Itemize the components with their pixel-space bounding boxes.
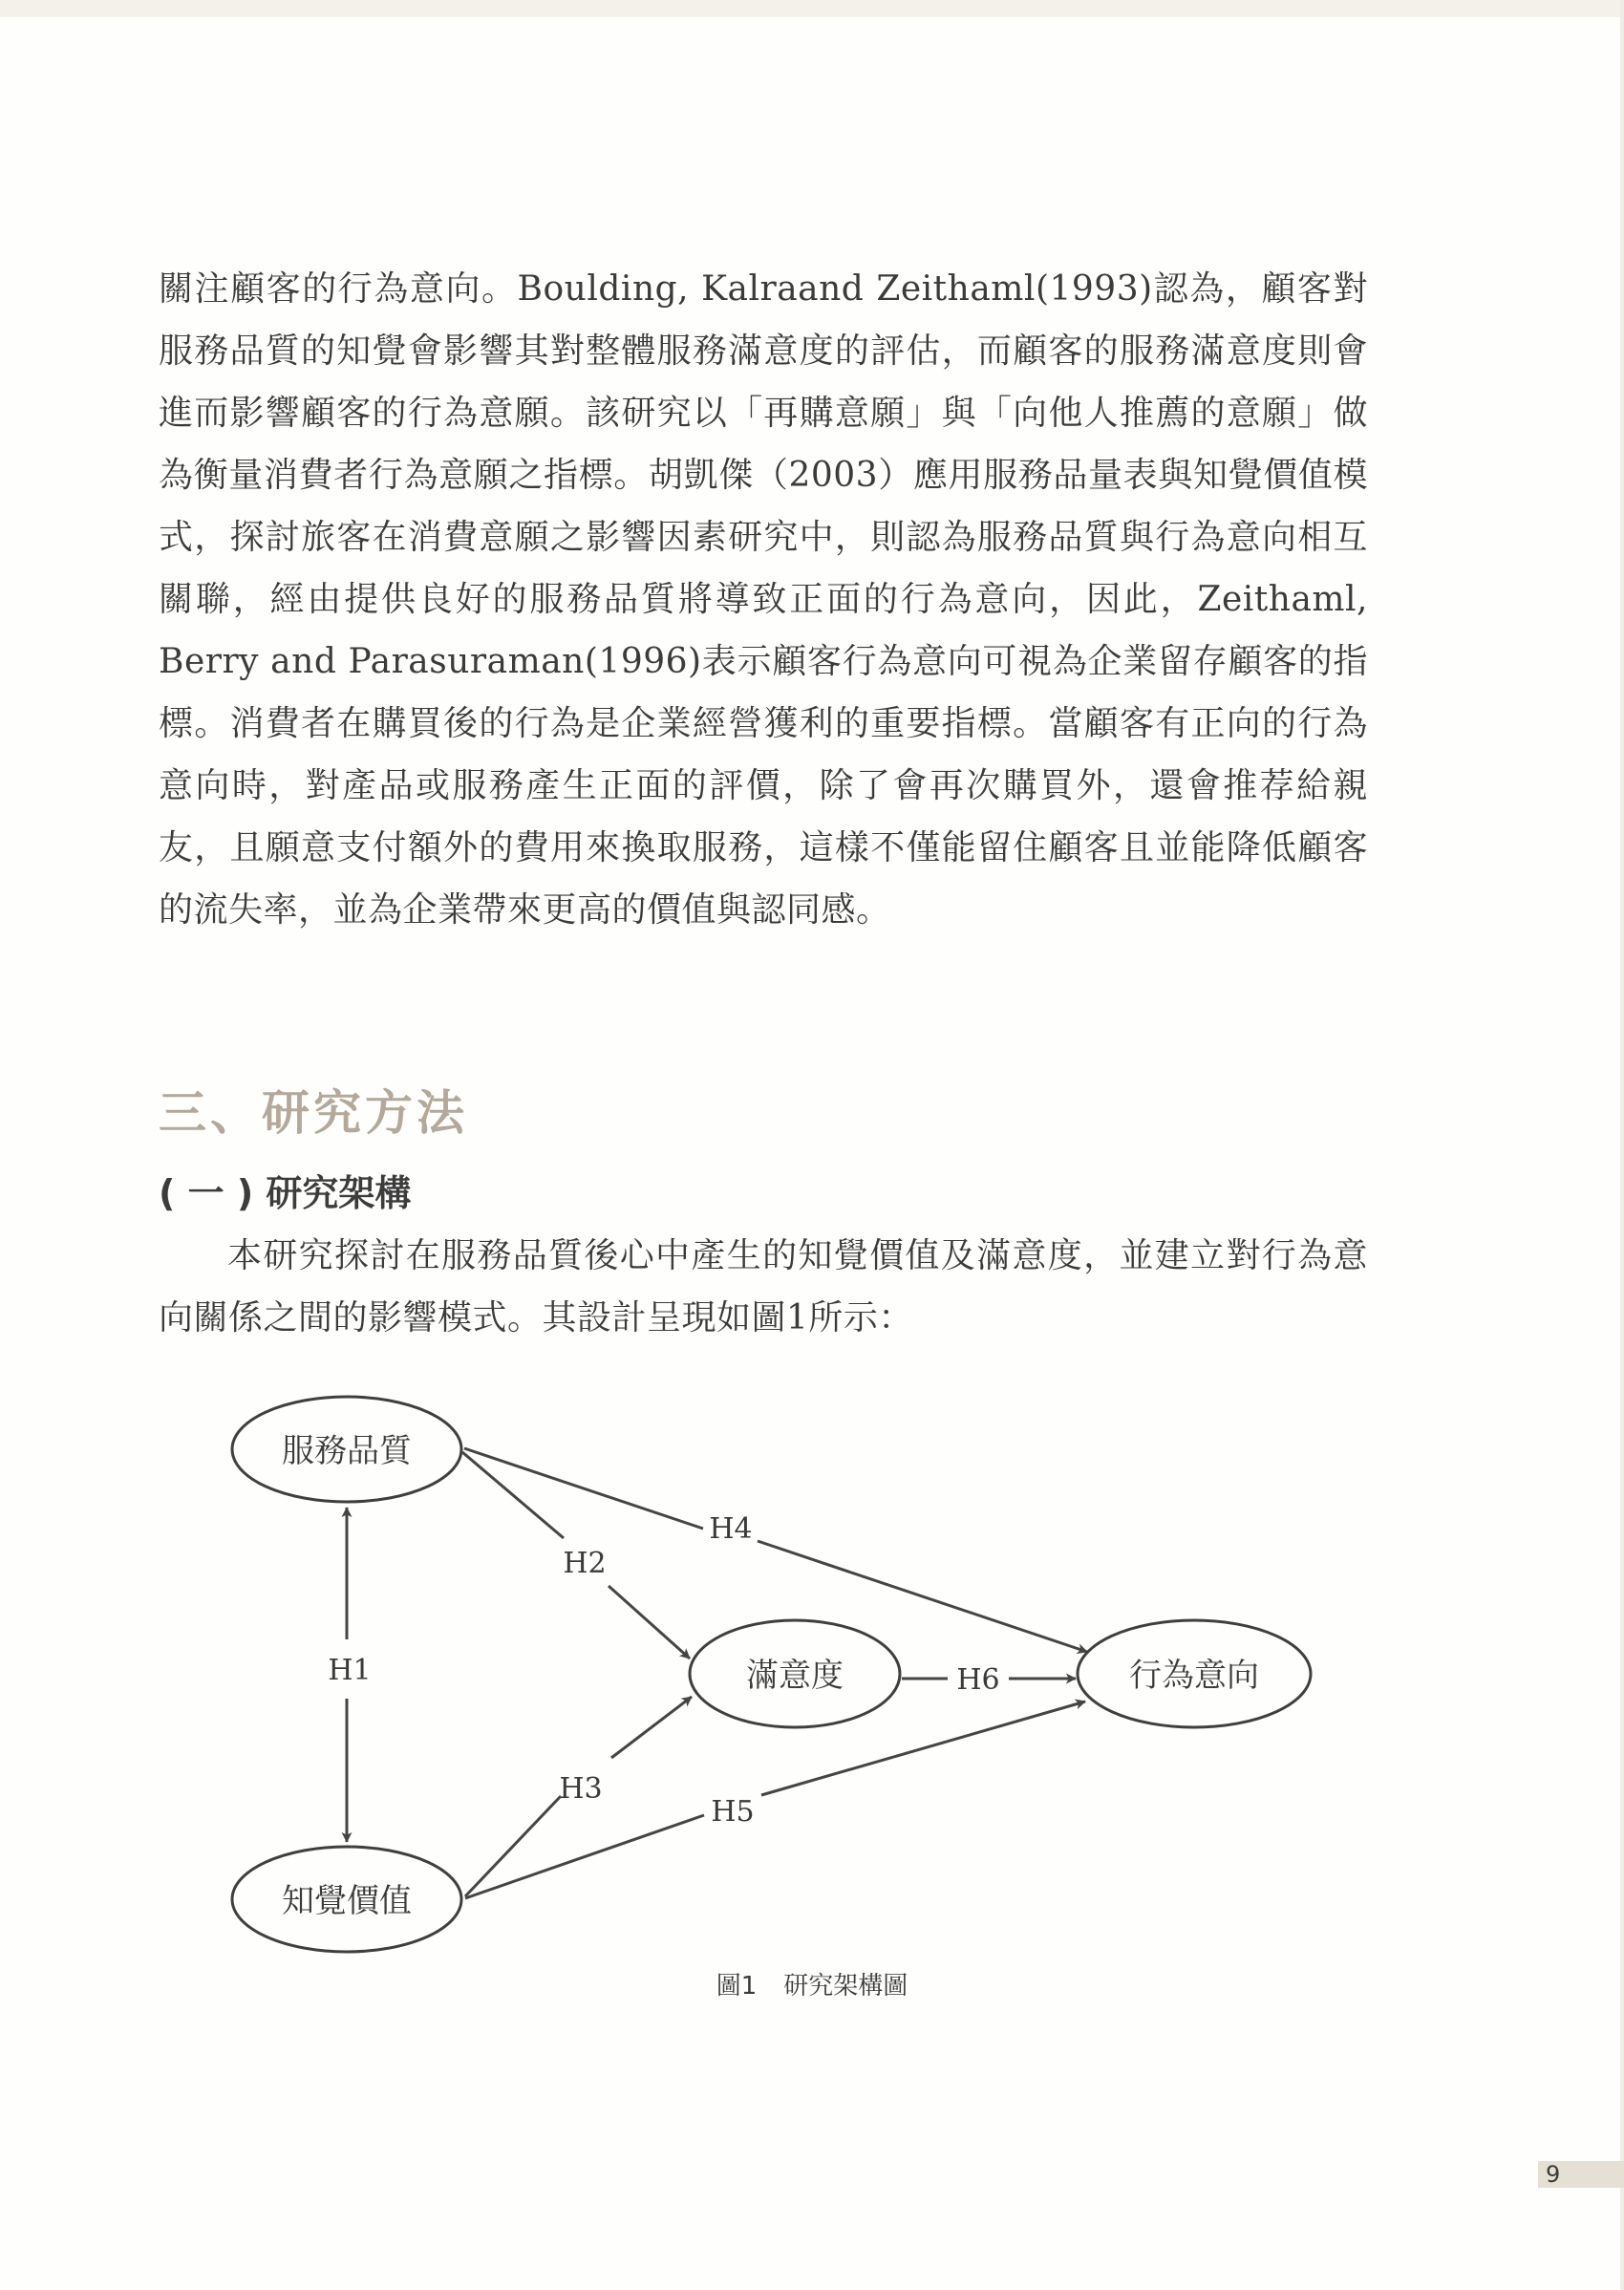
page-top-band bbox=[0, 0, 1624, 17]
node-label-perceived-value: 知覺價值 bbox=[282, 1882, 412, 1920]
edge-label-h6: H6 bbox=[956, 1663, 1000, 1697]
edge-label-h3: H3 bbox=[559, 1772, 603, 1806]
node-label-behavioral-intention: 行為意向 bbox=[1129, 1657, 1259, 1695]
edge-h4-start bbox=[464, 1448, 703, 1529]
edge-h5-end bbox=[761, 1701, 1085, 1795]
edge-h2-start bbox=[462, 1452, 564, 1538]
node-label-service-quality: 服務品質 bbox=[282, 1432, 412, 1470]
edge-h5-start bbox=[465, 1815, 704, 1898]
figure-number: 圖1 bbox=[716, 1972, 758, 2001]
page-number: 9 bbox=[1538, 2161, 1624, 2188]
node-behavioral-intention bbox=[1078, 1620, 1311, 1727]
figure-caption-text: 研究架構圖 bbox=[783, 1972, 908, 2001]
subsection-title: ( 一 ) 研究架構 bbox=[159, 1172, 412, 1214]
node-satisfaction bbox=[690, 1620, 900, 1727]
body-paragraph-1 bbox=[159, 258, 1368, 941]
edge-label-h5: H5 bbox=[711, 1795, 755, 1829]
paragraph-text: 本研究探討在服務品質後心中產生的知覺價值及滿意度，並建立對行為意向關係之間的影響模式。其設計呈現如圖1所示： bbox=[159, 1236, 1368, 1338]
edge-h3-start bbox=[465, 1796, 561, 1896]
node-service-quality bbox=[232, 1397, 461, 1502]
edge-label-h2: H2 bbox=[563, 1547, 607, 1580]
figure-caption bbox=[0, 1966, 1624, 2001]
edge-label-h1: H1 bbox=[328, 1654, 372, 1687]
edge-h4-end bbox=[758, 1541, 1087, 1652]
node-label-satisfaction: 滿意度 bbox=[746, 1657, 844, 1695]
body-paragraph-2 bbox=[159, 1225, 1368, 1349]
section-title: 三、研究方法 bbox=[159, 1085, 468, 1141]
paragraph-text: 關注顧客的行為意向。Boulding, Kalraand Zeithaml(1993)認為，顧客對服務品質的知覺會影響其對整體服務滿意度的評估，而顧客的服務滿意度則會進而影響顧客的行為意願。該研究以「再購意願」與「向他人推薦的意願」做為衡量消費者行為意願之指標。胡凱傑（2003）應用服務品量表與知覺價值模式，探討旅客在消費意願之影響因素研究中，則認為服務品質與行為意向相互關聯，經由提供良好的服務品質將導致正面的行為意向，因此，Zeithaml, Berry and Parasuraman(1996)表示顧客行為意向可視為企業留存顧客的指標。消費者在購買後的行為是企業經營獲利的重要指標。當顧客有正向的行為意向時，對產品或服務產生正面的評價，除了會再次購買外，還會推荐給親友，且願意支付額外的費用來換取服務，這樣不僅能留住顧客且並能降低顧客的流失率，並為企業帶來更高的價值與認同感。 bbox=[159, 269, 1368, 930]
edge-h3-end bbox=[611, 1697, 692, 1758]
node-perceived-value bbox=[232, 1847, 461, 1952]
edge-h2-end bbox=[609, 1586, 690, 1659]
page-right-edge bbox=[1620, 0, 1624, 2290]
edge-label-h4: H4 bbox=[709, 1512, 753, 1546]
